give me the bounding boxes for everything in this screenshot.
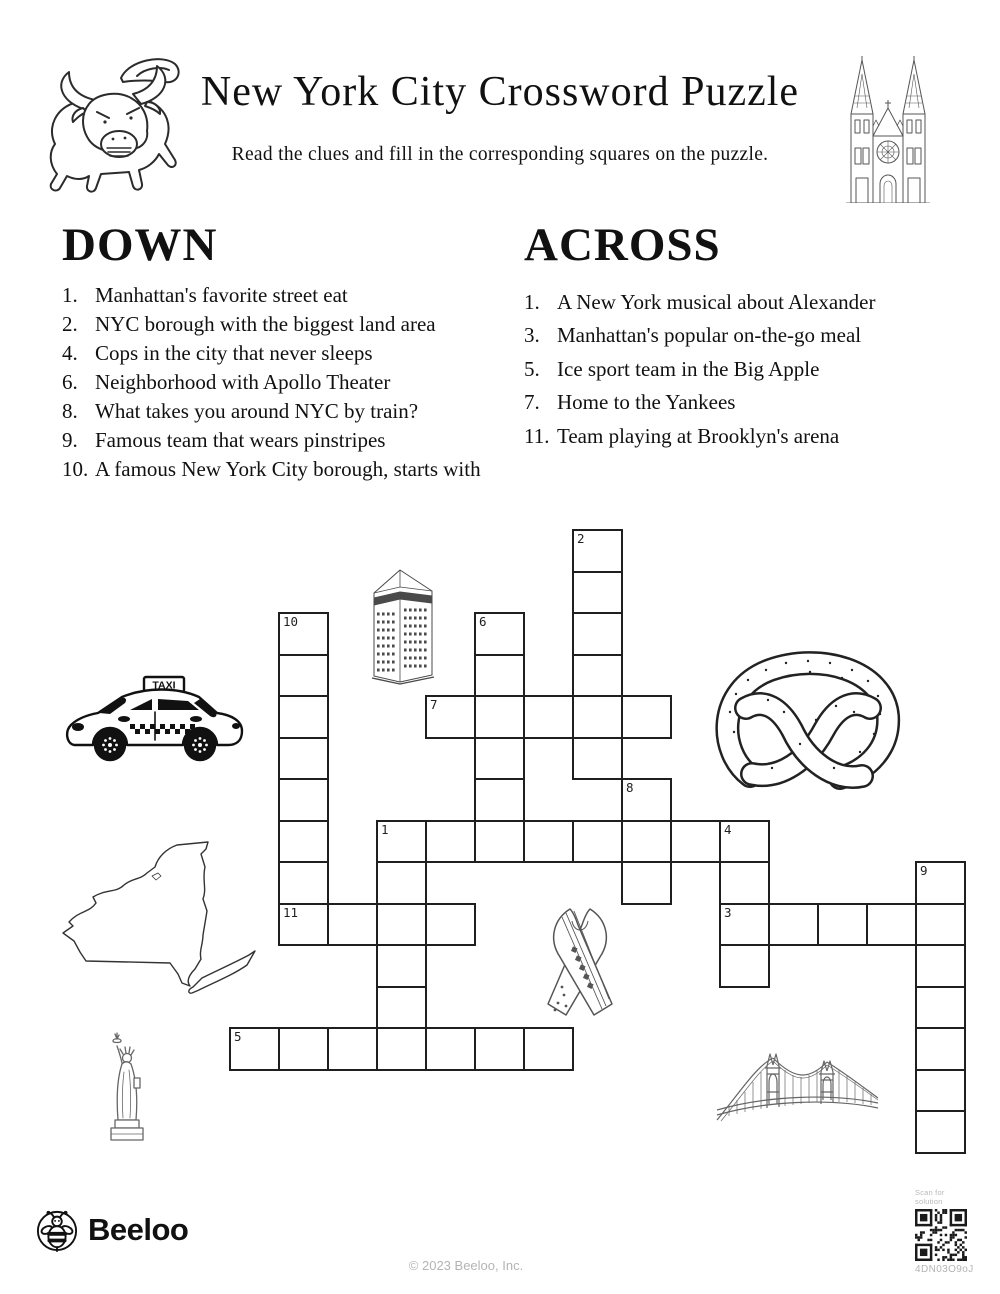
new-york-state-map-icon bbox=[56, 840, 258, 998]
grid-cell-9-7[interactable] bbox=[670, 820, 721, 864]
grid-cell-10-8[interactable] bbox=[719, 861, 770, 905]
qr-caption: Scan for solution bbox=[915, 1188, 945, 1206]
cell-number: 7 bbox=[430, 697, 438, 712]
clue-number: 4. bbox=[62, 340, 78, 365]
cell-number: 6 bbox=[479, 614, 487, 629]
clue-text: A famous New York City borough, starts with bbox=[95, 456, 481, 481]
brand-logo bbox=[36, 1208, 188, 1252]
grid-cell-11-9[interactable] bbox=[768, 903, 819, 947]
clue-number: 11. bbox=[524, 423, 550, 448]
down-heading: DOWN bbox=[62, 219, 218, 271]
bee-icon bbox=[36, 1208, 78, 1252]
grid-cell-5-5[interactable] bbox=[474, 737, 525, 781]
grid-cell-1-6[interactable] bbox=[278, 778, 329, 822]
taxi-icon bbox=[58, 674, 253, 767]
grid-cell-14-8[interactable] bbox=[915, 861, 966, 905]
clue-text: Ice sport team in the Big Apple bbox=[557, 356, 820, 381]
grid-cell-2-12[interactable] bbox=[327, 1027, 378, 1071]
cell-number: 3 bbox=[724, 904, 732, 920]
grid-cell-6-7[interactable] bbox=[523, 820, 574, 864]
across-clues-section bbox=[524, 220, 994, 453]
grid-cell-14-14[interactable] bbox=[915, 1110, 966, 1154]
grid-cell-3-10[interactable] bbox=[376, 944, 427, 988]
grid-cell-7-0[interactable] bbox=[572, 529, 623, 573]
grid-cell-4-7[interactable] bbox=[425, 820, 476, 864]
grid-cell-3-9[interactable] bbox=[376, 903, 427, 947]
cell-number: 11 bbox=[283, 904, 299, 920]
grid-cell-3-12[interactable] bbox=[376, 1027, 427, 1071]
clue-item bbox=[62, 455, 527, 484]
cathedral-icon bbox=[838, 56, 938, 203]
clue-item bbox=[62, 426, 527, 455]
statue-of-liberty-icon bbox=[100, 1032, 152, 1144]
grid-cell-5-3[interactable] bbox=[474, 654, 525, 698]
clue-item bbox=[62, 397, 527, 426]
qr-block bbox=[915, 1188, 974, 1275]
clue-text: Cops in the city that never sleeps bbox=[95, 340, 373, 365]
clue-number: 6. bbox=[62, 369, 78, 394]
grid-cell-8-6[interactable] bbox=[621, 778, 672, 822]
grid-cell-5-4[interactable] bbox=[474, 695, 525, 739]
grid-cell-3-11[interactable] bbox=[376, 986, 427, 1030]
grid-cell-13-9[interactable] bbox=[866, 903, 917, 947]
grid-cell-14-9[interactable] bbox=[915, 903, 966, 947]
grid-cell-8-4[interactable] bbox=[621, 695, 672, 739]
qr-code bbox=[915, 1209, 967, 1261]
grid-cell-7-7[interactable] bbox=[572, 820, 623, 864]
clue-item bbox=[524, 353, 994, 387]
grid-cell-1-2[interactable] bbox=[278, 612, 329, 656]
clue-item bbox=[62, 310, 527, 339]
grid-cell-7-3[interactable] bbox=[572, 654, 623, 698]
cell-number: 2 bbox=[577, 531, 585, 546]
clue-number: 10. bbox=[62, 456, 89, 481]
down-clues-section bbox=[62, 220, 527, 484]
cell-number: 5 bbox=[234, 1029, 242, 1044]
grid-cell-1-4[interactable] bbox=[278, 695, 329, 739]
taxi-sign-label: TAXI bbox=[152, 679, 176, 692]
brand-wordmark: Beeloo bbox=[88, 1212, 189, 1247]
grid-cell-7-2[interactable] bbox=[572, 612, 623, 656]
grid-cell-8-8[interactable] bbox=[621, 861, 672, 905]
grid-cell-10-10[interactable] bbox=[719, 944, 770, 988]
grid-cell-7-4[interactable] bbox=[572, 695, 623, 739]
clue-text: Home to the Yankees bbox=[557, 390, 736, 415]
clue-number: 1. bbox=[524, 289, 540, 314]
grid-cell-6-12[interactable] bbox=[523, 1027, 574, 1071]
clue-item bbox=[524, 420, 994, 454]
across-heading: ACROSS bbox=[524, 219, 721, 271]
grid-cell-1-5[interactable] bbox=[278, 737, 329, 781]
grid-cell-4-4[interactable] bbox=[425, 695, 476, 739]
grid-cell-5-6[interactable] bbox=[474, 778, 525, 822]
grid-cell-3-7[interactable] bbox=[376, 820, 427, 864]
clue-text: Manhattan's popular on-the-go meal bbox=[557, 323, 862, 348]
grid-cell-14-13[interactable] bbox=[915, 1069, 966, 1113]
crossword-grid bbox=[229, 529, 969, 1159]
grid-cell-1-12[interactable] bbox=[278, 1027, 329, 1071]
grid-cell-4-12[interactable] bbox=[425, 1027, 476, 1071]
grid-cell-1-9[interactable] bbox=[278, 903, 329, 947]
clue-text: Famous team that wears pinstripes bbox=[95, 427, 386, 452]
grid-cell-1-3[interactable] bbox=[278, 654, 329, 698]
cell-number: 8 bbox=[626, 780, 634, 795]
grid-cell-10-9[interactable] bbox=[719, 903, 770, 947]
clue-item bbox=[62, 281, 527, 310]
grid-cell-7-5[interactable] bbox=[572, 737, 623, 781]
grid-cell-12-9[interactable] bbox=[817, 903, 868, 947]
clue-text: A New York musical about Alexander bbox=[557, 289, 876, 314]
page-subtitle: Read the clues and fill in the corresponding squares on the puzzle. bbox=[231, 144, 769, 165]
grid-cell-10-7[interactable] bbox=[719, 820, 770, 864]
clue-item bbox=[524, 386, 994, 420]
clue-item bbox=[62, 368, 527, 397]
clue-number: 9. bbox=[62, 427, 78, 452]
clue-text: Team playing at Brooklyn's arena bbox=[557, 423, 840, 448]
cell-number: 4 bbox=[724, 821, 732, 837]
clue-number: 8. bbox=[62, 398, 78, 423]
clue-text: Neighborhood with Apollo Theater bbox=[95, 369, 391, 394]
down-clue-list bbox=[62, 281, 527, 484]
grid-cell-14-11[interactable] bbox=[915, 986, 966, 1030]
grid-cell-7-1[interactable] bbox=[572, 571, 623, 615]
clue-number: 5. bbox=[524, 356, 540, 381]
grid-cell-6-4[interactable] bbox=[523, 695, 574, 739]
cell-number: 1 bbox=[381, 821, 389, 837]
cell-number: 10 bbox=[283, 614, 299, 629]
grid-cell-8-7[interactable] bbox=[621, 820, 672, 864]
copyright-text: © 2023 Beeloo, Inc. bbox=[408, 1258, 524, 1273]
across-clue-list bbox=[524, 286, 994, 454]
clue-number: 2. bbox=[62, 311, 78, 336]
grid-cell-4-9[interactable] bbox=[425, 903, 476, 947]
grid-cell-5-12[interactable] bbox=[474, 1027, 525, 1071]
page-title: New York City Crossword Puzzle bbox=[200, 69, 800, 115]
clue-number: 3. bbox=[524, 323, 540, 348]
clue-text: NYC borough with the biggest land area bbox=[95, 311, 436, 336]
clue-number: 1. bbox=[62, 282, 78, 307]
grid-cell-1-7[interactable] bbox=[278, 820, 329, 864]
clue-item bbox=[524, 286, 994, 320]
grid-cell-1-8[interactable] bbox=[278, 861, 329, 905]
clue-item bbox=[62, 339, 527, 368]
grid-cell-14-10[interactable] bbox=[915, 944, 966, 988]
clue-text: What takes you around NYC by train? bbox=[95, 398, 419, 423]
clue-item bbox=[524, 319, 994, 353]
grid-cell-14-12[interactable] bbox=[915, 1027, 966, 1071]
clue-number: 7. bbox=[524, 390, 540, 415]
grid-cell-5-2[interactable] bbox=[474, 612, 525, 656]
cell-number: 9 bbox=[920, 863, 928, 878]
grid-cell-5-7[interactable] bbox=[474, 820, 525, 864]
grid-cell-2-9[interactable] bbox=[327, 903, 378, 947]
clue-text: Manhattan's favorite street eat bbox=[95, 282, 348, 307]
qr-code-id: 4DN03O9oJ bbox=[915, 1264, 974, 1275]
grid-cell-0-12[interactable] bbox=[229, 1027, 280, 1071]
grid-cell-3-8[interactable] bbox=[376, 861, 427, 905]
